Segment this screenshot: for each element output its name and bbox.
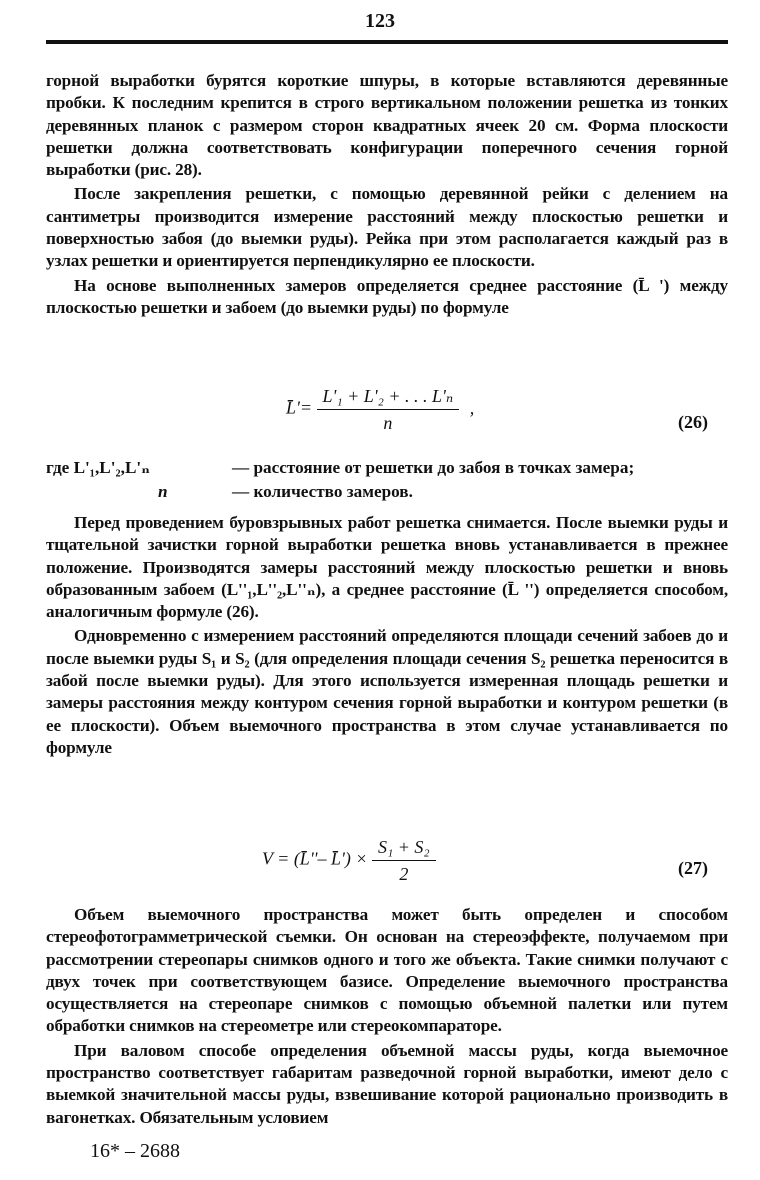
formula-26-fraction xyxy=(317,383,460,436)
equation-number-26: (26) xyxy=(678,412,708,432)
formula-27-numerator: S₁ + S₂ xyxy=(372,834,436,861)
paragraph-1: горной выработки бурятся короткие шпуры, в которые вставляются деревянные пробки. К последним крепится в строго вертикальном положении решетка из тонких деревянных планок с размером сторон квадратных ячеек 20 см. Форма плоскости решетки должна соответствовать конфигурации поперечного сечения горной выработки (рис. 28). xyxy=(46,71,728,180)
definition-row xyxy=(46,480,634,504)
formula-26 xyxy=(286,383,474,436)
definition-symbol: n xyxy=(158,482,168,501)
equation-number-27: (27) xyxy=(678,858,708,878)
formula-26-denominator: n xyxy=(383,413,393,433)
header-rule xyxy=(46,40,728,44)
formula-27-denominator: 2 xyxy=(399,864,409,884)
formula-27-lhs: V = (L̄''– L̄') × xyxy=(262,848,368,869)
definitions-list xyxy=(46,456,634,504)
definition-row xyxy=(46,456,634,480)
formula-26-lhs: L̄'= xyxy=(286,397,313,418)
page-number: 123 xyxy=(365,10,395,32)
formula-27 xyxy=(262,834,436,887)
paragraph-5: Одновременно с измерением расстояний определяются площади сечений забоев до и после выемки руды S₁ и S₂ (для определения площади сечения S₂ решетка переносится в забой после выемки руды). Для этого используется измеренная площадь решетки и замеры расстояния между контуром сечения горной выработки и контуром решетки (в ее плоскости). Объем выемочного пространства в этом случае устанавливается по формуле xyxy=(46,626,728,757)
formula-26-comma: , xyxy=(469,397,475,418)
paragraph-4: Перед проведением буровзрывных работ решетка снимается. После выемки руды и тщательной зачистки горной выработки решетка вновь устанавливается в прежнее положение. Производятся замеры расстояний между плоскостью решетки и вновь образованным забоем (L''₁,L''₂,L''ₙ), а среднее расстояние (L̄ '') определяется способом, аналогичным формуле (26). xyxy=(46,513,728,622)
paragraph-7: При валовом способе определения объемной массы руды, когда выемочное пространство соответствует габаритам разведочной горной выработки, имеют дело с выемкой значительной массы руды, взвешивание которой рационально производить в вагонетках. Обязательным условием xyxy=(46,1040,728,1127)
text-block-top xyxy=(46,70,728,319)
formula-26-numerator: L'₁ + L'₂ + . . . L'ₙ xyxy=(317,383,460,410)
paragraph-6: Объем выемочного пространства может быть определен и способом стереофотограмметрической съемки. Он основан на стереоэффекте, получаемом при рассмотрении стереопары снимков одного и того же объекта. Такие снимки получают с двух точек при соответствующем базисе. Определение выемочного пространства осуществляется на стереопаре снимков с помощью объемной палетки или путем обработки снимков на стереометре или стереокомпараторе. xyxy=(46,905,728,1036)
definition-symbol: где L'₁,L'₂,L'ₙ xyxy=(46,458,151,477)
formula-27-fraction xyxy=(372,834,436,887)
paragraph-3: На основе выполненных замеров определяется среднее расстояние (L̄ ') между плоскостью решетки и забоем (до выемки руды) по формуле xyxy=(46,275,728,317)
definition-text: — расстояние от решетки до забоя в точках замера; xyxy=(232,458,635,477)
definition-text: — количество замеров. xyxy=(232,482,413,501)
text-block-middle xyxy=(46,512,728,759)
text-block-bottom xyxy=(46,904,728,1129)
paragraph-2: После закрепления решетки, с помощью деревянной рейки с делением на сантиметры производится измерение расстояний между плоскостью решетки и поверхностью забоя (до выемки руды). Рейка при этом располагается каждый раз в узлах решетки и ориентируется перпендикулярно ее плоскости. xyxy=(46,184,728,271)
page-footer-signature: 16* – 2688 xyxy=(90,1140,180,1162)
